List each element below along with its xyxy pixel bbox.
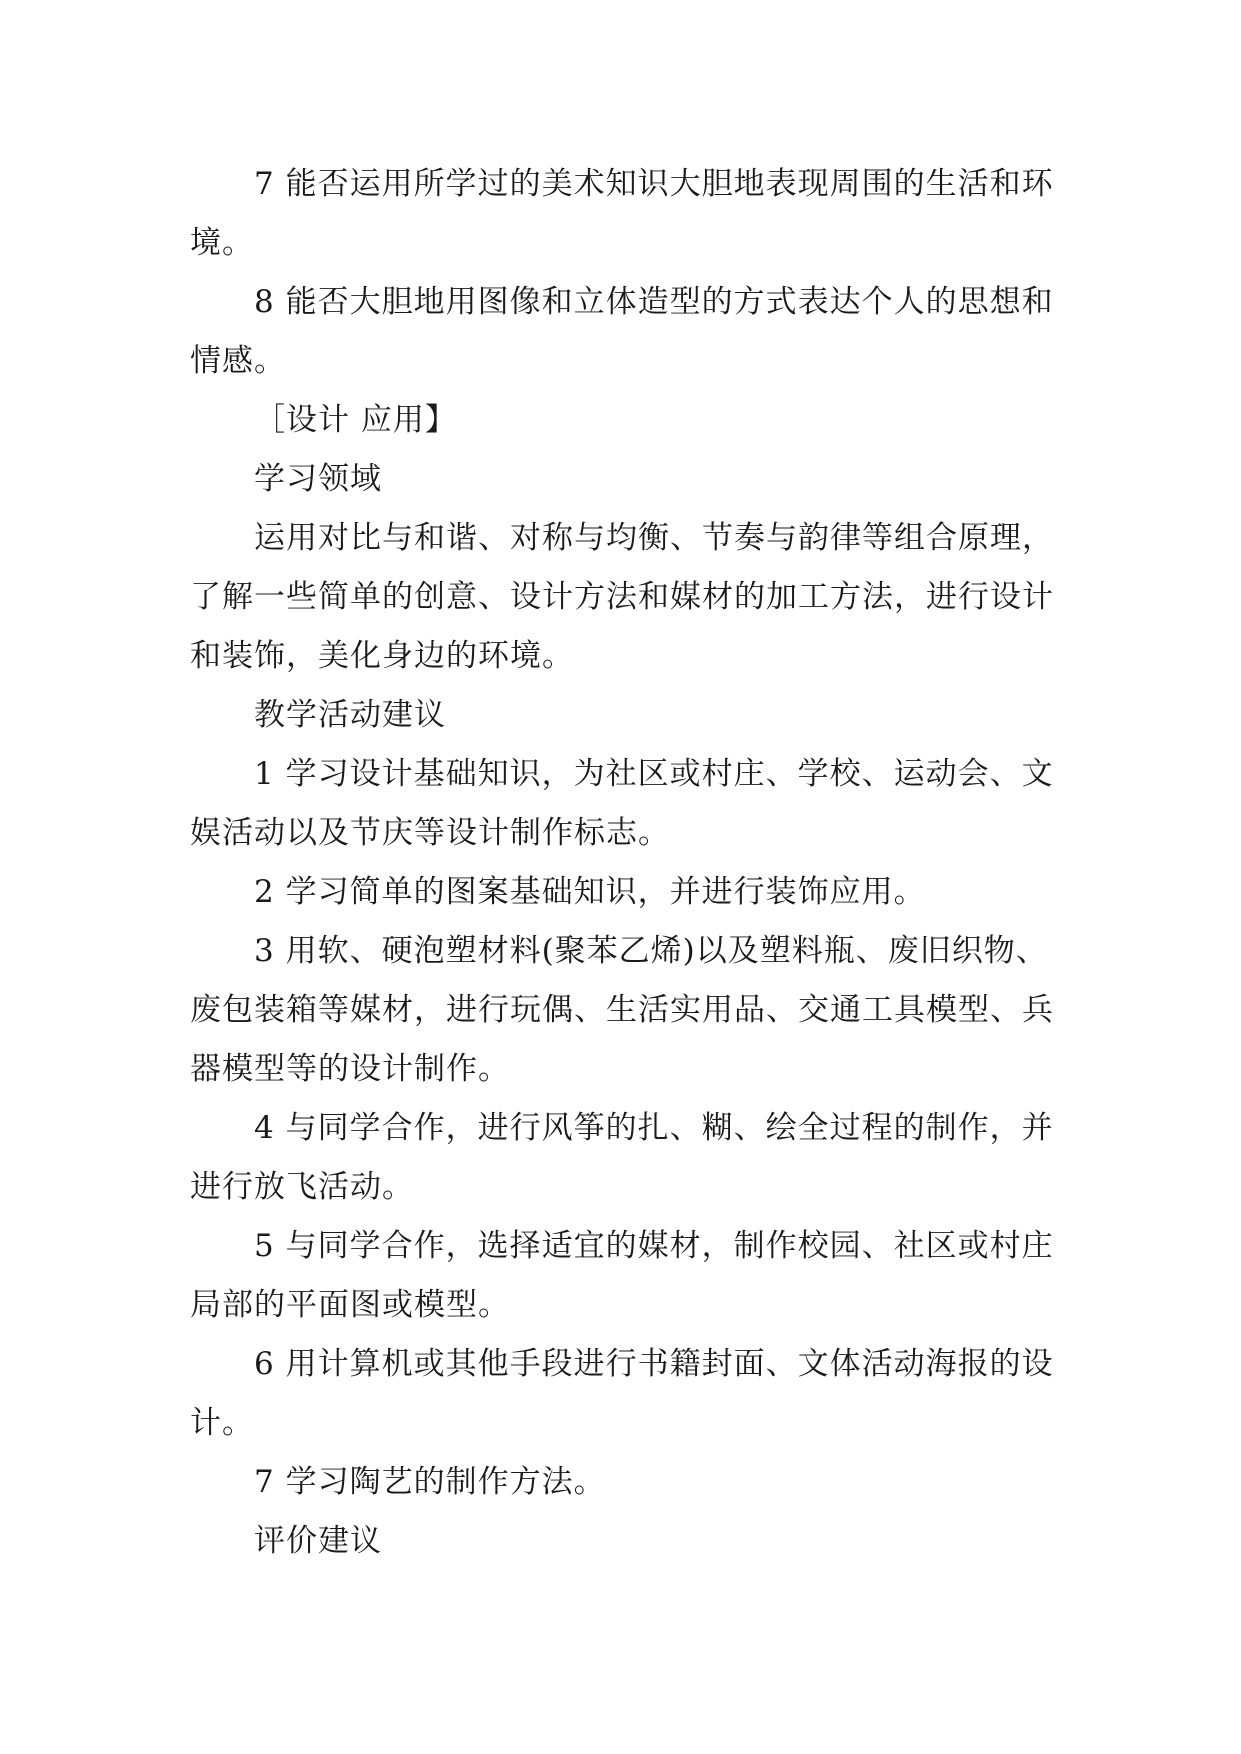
paragraph-activity-6: 6 用计算机或其他手段进行书籍封面、文体活动海报的设计。 bbox=[190, 1346, 1054, 1441]
paragraph-activity-7: 7 学习陶艺的制作方法。 bbox=[254, 1464, 606, 1500]
paragraph-activity-3: 3 用软、硬泡塑材料(聚苯乙烯)以及塑料瓶、废旧织物、废包装箱等媒材，进行玩偶、生活实用品、交通工具模型、兵器模型等的设计制作。 bbox=[190, 933, 1054, 1087]
paragraph-criterion-7: 7 能否运用所学过的美术知识大胆地表现周围的生活和环境。 bbox=[190, 166, 1054, 261]
paragraph-activity-4: 4 与同学合作，进行风筝的扎、糊、绘全过程的制作，并进行放飞活动。 bbox=[190, 1110, 1054, 1205]
heading-evaluation: 评价建议 bbox=[254, 1523, 382, 1559]
paragraph-activity-2: 2 学习简单的图案基础知识，并进行装饰应用。 bbox=[254, 874, 926, 910]
paragraph-learning-domain: 运用对比与和谐、对称与均衡、节奏与韵律等组合原理，了解一些简单的创意、设计方法和媒材的加工方法，进行设计和装饰，美化身边的环境。 bbox=[190, 520, 1054, 674]
paragraph-activity-1: 1 学习设计基础知识，为社区或村庄、学校、运动会、文娱活动以及节庆等设计制作标志。 bbox=[190, 756, 1054, 851]
paragraph-criterion-8: 8 能否大胆地用图像和立体造型的方式表达个人的思想和情感。 bbox=[190, 284, 1054, 379]
paragraph-activity-5: 5 与同学合作，选择适宜的媒材，制作校园、社区或村庄局部的平面图或模型。 bbox=[190, 1228, 1054, 1323]
heading-teaching-activities: 教学活动建议 bbox=[254, 697, 446, 733]
heading-learning-domain: 学习领域 bbox=[254, 461, 382, 497]
section-title-design-application: ［设计 应用】 bbox=[254, 402, 457, 438]
document-body bbox=[190, 155, 1070, 1571]
